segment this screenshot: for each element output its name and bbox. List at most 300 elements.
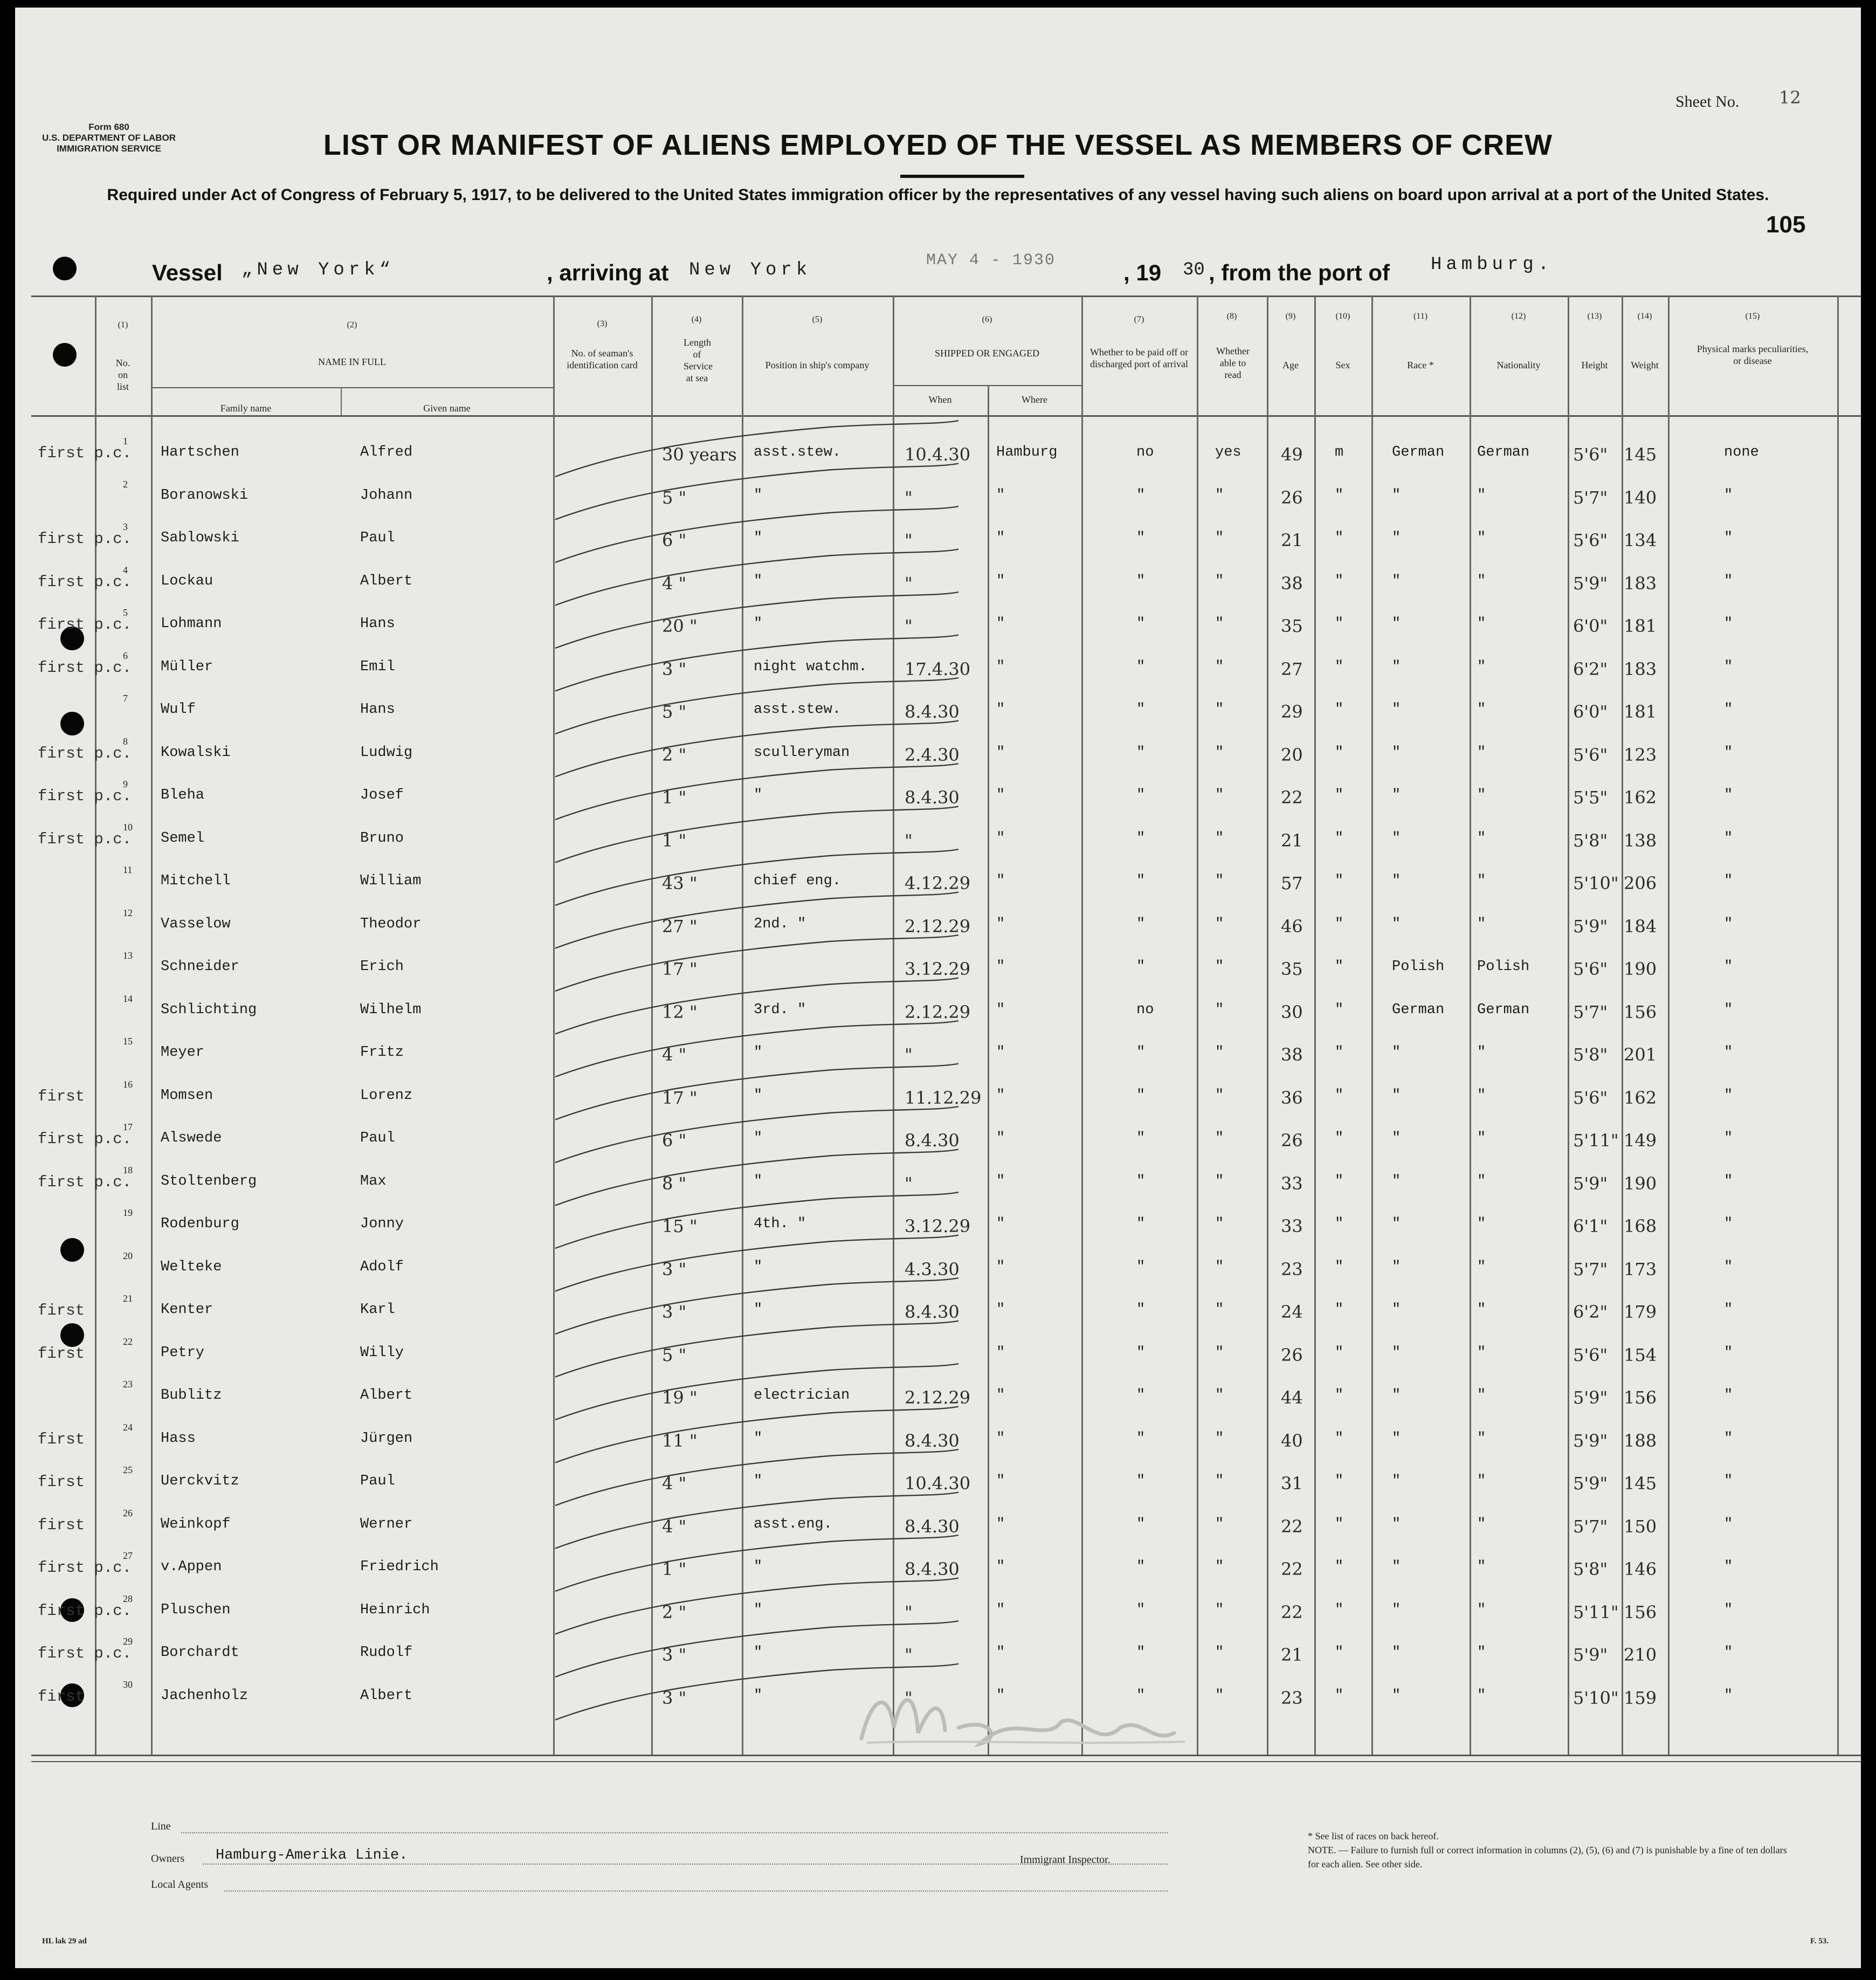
row-physical-marks: " [1724,1687,1733,1704]
row-length-of-service: 2 " [662,744,687,765]
row-sex: " [1335,616,1344,632]
footer-line-label: Line [151,1820,171,1832]
row-family-name: Mitchell [161,873,231,889]
row-physical-marks: " [1724,959,1733,975]
row-note: first p.c. [38,830,132,848]
row-family-name: Wulf [161,702,196,718]
row-race: " [1392,916,1401,932]
row-height: 5'6" [1573,1087,1608,1108]
row-nationality: " [1477,1259,1486,1275]
row-weight: 168 [1624,1216,1657,1236]
pencil-stroke [555,464,958,520]
row-nationality: " [1477,830,1486,847]
row-length-of-service: 11 " [662,1430,698,1451]
row-shipped-where: " [996,616,1005,632]
row-shipped-where: " [996,1601,1005,1618]
row-height: 6'2" [1573,658,1608,679]
row-length-of-service: 3 " [662,1259,687,1280]
row-nationality: " [1477,1130,1486,1146]
row-length-of-service: 43 " [662,873,698,893]
row-length-of-service: 3 " [662,1687,687,1708]
footer-agents-dots [224,1890,1168,1892]
row-paid-off: " [1136,1387,1146,1404]
row-paid-off: " [1136,787,1146,803]
row-family-name: Petry [161,1344,205,1361]
row-sex: " [1335,1216,1344,1232]
row-nationality: " [1477,1044,1486,1061]
row-family-name: Vasselow [161,916,231,932]
row-position: " [754,573,763,589]
row-height: 5'6" [1573,1344,1608,1365]
row-race: " [1392,1645,1401,1661]
row-position: " [754,1044,763,1061]
row-race: Polish [1392,959,1445,975]
row-nationality: German [1477,1001,1530,1018]
row-age: 57 [1281,873,1303,893]
row-paid-off: " [1136,1645,1146,1661]
row-physical-marks: " [1724,873,1733,889]
row-height: 6'0" [1573,616,1608,636]
row-height: 5'6" [1573,744,1608,765]
row-race: " [1392,787,1401,803]
row-weight: 162 [1624,787,1657,808]
row-physical-marks: " [1724,702,1733,718]
col-head-family-name: Family name [220,403,272,414]
row-paid-off: " [1136,1130,1146,1146]
row-position: " [754,1601,763,1618]
row-family-name: Schneider [161,959,239,975]
row-given-name: Rudolf [360,1645,413,1661]
row-race: " [1392,1601,1401,1618]
row-given-name: Erich [360,959,404,975]
row-family-name: Jachenholz [161,1687,249,1704]
row-position: electrician [754,1387,850,1404]
row-age: 23 [1281,1687,1303,1708]
row-able-to-read: " [1215,616,1224,632]
row-age: 33 [1281,1173,1303,1194]
page-title: LIST OR MANIFEST OF ALIENS EMPLOYED OF THE VESSEL AS MEMBERS OF CREW [323,129,1553,161]
sheet-number: 12 [1779,87,1801,108]
row-shipped-when: 8.4.30 [905,787,960,808]
row-paid-off: no [1136,444,1154,460]
title-rule [900,175,1024,178]
pencil-stroke [555,935,958,991]
row-number: 5 [123,607,128,618]
row-family-name: Hass [161,1430,196,1447]
col-head-where: Where [1022,394,1047,405]
row-physical-marks: " [1724,1473,1733,1489]
table-top-rule [31,295,1861,297]
row-number: 18 [123,1164,133,1175]
row-height: 5'10" [1573,873,1619,893]
form-number: Form 680 [88,122,129,132]
pencil-stroke [555,721,958,777]
row-race: " [1392,702,1401,718]
row-note: first [38,1087,85,1105]
row-number: 15 [123,1036,133,1047]
row-paid-off: " [1136,1087,1146,1104]
row-given-name: Willy [360,1344,404,1361]
row-given-name: Heinrich [360,1601,430,1618]
row-length-of-service: 1 " [662,1559,687,1579]
row-length-of-service: 3 " [662,658,687,679]
row-shipped-where: " [996,1559,1005,1575]
row-nationality: " [1477,1087,1486,1104]
row-position: asst.stew. [754,444,842,460]
row-height: 5'8" [1573,830,1608,851]
row-number: 9 [123,779,128,789]
row-position: sculleryman [754,744,850,761]
row-physical-marks: " [1724,1087,1733,1104]
row-number: 11 [123,864,133,875]
row-sex: " [1335,1302,1344,1318]
row-height: 6'2" [1573,1302,1608,1322]
row-position: " [754,1130,763,1146]
row-weight: 138 [1624,830,1657,851]
row-number: 13 [123,950,133,961]
row-paid-off: " [1136,1559,1146,1575]
footer-owners-value: Hamburg-Amerika Linie. [216,1847,408,1864]
row-able-to-read: " [1215,830,1224,847]
row-given-name: Hans [360,616,395,632]
row-position: asst.stew. [754,702,842,718]
row-given-name: Karl [360,1302,395,1318]
row-note: first p.c. [38,1173,132,1191]
row-note: first p.c. [38,787,132,805]
row-nationality: " [1477,616,1486,632]
col-num-3: (3) [597,319,608,328]
stamp-number: 105 [1766,211,1806,238]
row-shipped-when: 2.4.30 [905,744,960,765]
row-family-name: Lohmann [161,616,222,632]
row-position: 4th. " [754,1216,806,1232]
row-shipped-where: " [996,787,1005,803]
row-number: 23 [123,1379,133,1390]
row-age: 36 [1281,1087,1303,1108]
row-physical-marks: " [1724,616,1733,632]
sheet-number-label: Sheet No. [1675,93,1740,111]
row-able-to-read: " [1215,1516,1224,1532]
row-sex: " [1335,1645,1344,1661]
row-number: 2 [123,478,128,490]
row-race: " [1392,1387,1401,1404]
row-shipped-when: 8.4.30 [905,1516,960,1537]
row-able-to-read: " [1215,1473,1224,1489]
row-race: " [1392,1473,1401,1489]
row-race: " [1392,1430,1401,1447]
row-weight: 201 [1624,1044,1657,1065]
row-race: " [1392,1173,1401,1190]
row-weight: 145 [1624,444,1657,465]
row-note: first p.c. [38,444,132,462]
row-weight: 150 [1624,1516,1657,1537]
row-height: 5'5" [1573,787,1608,808]
row-shipped-where: " [996,1044,1005,1061]
row-length-of-service: 5 " [662,1344,687,1365]
row-age: 26 [1281,1344,1303,1365]
row-able-to-read: " [1215,1216,1224,1232]
row-shipped-where: " [996,487,1005,504]
row-weight: 190 [1624,1173,1657,1194]
col-head-age: Age [1282,360,1299,370]
row-weight: 183 [1624,573,1657,594]
row-family-name: Sablowski [161,530,239,546]
col-head-length-of-service: Length of Service at sea [684,337,713,383]
row-position: " [754,1087,763,1104]
row-able-to-read: " [1215,1259,1224,1275]
row-paid-off: " [1136,1044,1146,1061]
row-shipped-where: " [996,1387,1005,1404]
col-num-5: (5) [812,315,823,324]
row-shipped-where: " [996,1216,1005,1232]
pencil-stroke [555,1535,958,1591]
row-sex: " [1335,1473,1344,1489]
row-shipped-when: 8.4.30 [905,1302,960,1322]
row-given-name: Paul [360,530,395,546]
row-family-name: Welteke [161,1259,222,1275]
row-weight: 154 [1624,1344,1657,1365]
row-height: 5'7" [1573,1001,1608,1022]
row-shipped-when: 2.12.29 [905,916,971,937]
row-note: first p.c. [38,616,132,634]
pencil-stroke [555,1364,958,1420]
row-height: 5'6" [1573,959,1608,979]
col-num-13: (13) [1587,312,1602,321]
row-race: " [1392,573,1401,589]
row-length-of-service: 15 " [662,1216,698,1236]
row-shipped-when: 8.4.30 [905,1559,960,1579]
row-able-to-read: " [1215,1173,1224,1190]
row-nationality: " [1477,1387,1486,1404]
row-sex: " [1335,1387,1344,1404]
row-shipped-when: " [905,1687,913,1708]
row-able-to-read: " [1215,702,1224,718]
row-shipped-where: " [996,873,1005,889]
row-given-name: Emil [360,658,395,675]
row-family-name: Meyer [161,1044,205,1061]
col-head-sex: Sex [1335,360,1350,370]
row-nationality: " [1477,573,1486,589]
row-sex: " [1335,1087,1344,1104]
from-label: , from the port of [1209,260,1390,285]
row-weight: 140 [1624,487,1657,508]
row-sex: " [1335,1687,1344,1704]
pencil-stroke [555,1150,958,1206]
pencil-stroke [555,1235,958,1291]
row-shipped-where: " [996,530,1005,546]
row-position: " [754,1430,763,1447]
pencil-stroke [555,1321,958,1377]
row-physical-marks: none [1724,444,1759,460]
name-subheader-rule [151,387,553,388]
row-able-to-read: " [1215,787,1224,803]
row-height: 5'7" [1573,1259,1608,1280]
row-height: 5'9" [1573,1430,1608,1451]
row-shipped-where: " [996,916,1005,932]
row-shipped-where: " [996,744,1005,761]
row-given-name: Adolf [360,1259,404,1275]
col-num-2: (2) [347,320,357,329]
pencil-stroke [555,1278,958,1334]
row-given-name: Ludwig [360,744,413,761]
row-note: first [38,1687,85,1706]
row-paid-off: " [1136,959,1146,975]
pencil-stroke [555,1192,958,1248]
row-able-to-read: " [1215,573,1224,589]
row-sex: " [1335,1516,1344,1532]
row-number: 20 [123,1250,133,1261]
row-physical-marks: " [1724,530,1733,546]
row-paid-off: " [1136,1302,1146,1318]
row-weight: 134 [1624,530,1657,551]
row-physical-marks: " [1724,1302,1733,1318]
row-able-to-read: " [1215,1302,1224,1318]
pencil-stroke [555,1493,958,1549]
row-nationality: " [1477,1173,1486,1190]
row-sex: " [1335,1601,1344,1618]
row-family-name: Bublitz [161,1387,222,1404]
row-length-of-service: 20 " [662,616,698,636]
row-physical-marks: " [1724,1001,1733,1018]
row-physical-marks: " [1724,1044,1733,1061]
row-age: 33 [1281,1216,1303,1236]
row-physical-marks: " [1724,658,1733,675]
col-head-name-in-full: NAME IN FULL [318,356,386,367]
row-note: first [38,1302,85,1319]
row-paid-off: " [1136,1259,1146,1275]
row-age: 21 [1281,1645,1303,1665]
row-paid-off: " [1136,744,1146,761]
row-weight: 173 [1624,1259,1657,1280]
pencil-stroke [555,807,958,863]
row-nationality: " [1477,1302,1486,1318]
row-number: 3 [123,521,128,532]
row-sex: " [1335,530,1344,546]
row-age: 20 [1281,744,1303,765]
row-sex: " [1335,830,1344,847]
row-weight: 123 [1624,744,1657,765]
row-number: 14 [123,993,133,1004]
col-head-able-to-read: Whether able to read [1216,346,1250,380]
col-num-14: (14) [1637,312,1652,321]
row-family-name: Semel [161,830,205,847]
col-head-position: Position in ship's company [765,360,870,370]
row-height: 5'11" [1573,1130,1619,1151]
row-race: " [1392,1687,1401,1704]
row-paid-off: " [1136,530,1146,546]
row-family-name: Weinkopf [161,1516,231,1532]
row-shipped-where: " [996,1173,1005,1190]
row-physical-marks: " [1724,1430,1733,1447]
row-note: first [38,1344,85,1363]
row-family-name: Borchardt [161,1645,239,1661]
row-number: 19 [123,1207,133,1218]
row-nationality: " [1477,658,1486,675]
row-paid-off: " [1136,1344,1146,1361]
row-position: " [754,1473,763,1489]
row-sex: " [1335,1001,1344,1018]
row-shipped-when: 8.4.30 [905,702,960,722]
row-sex: " [1335,959,1344,975]
row-able-to-read: " [1215,1387,1224,1404]
row-age: 49 [1281,444,1303,465]
shipped-subheader-rule [893,385,1081,386]
row-race: " [1392,1044,1401,1061]
row-given-name: Paul [360,1473,395,1489]
row-position: " [754,1302,763,1318]
row-age: 22 [1281,1601,1303,1622]
row-race: " [1392,616,1401,632]
row-paid-off: " [1136,702,1146,718]
row-number: 6 [123,650,128,661]
row-shipped-when: 8.4.30 [905,1430,960,1451]
row-length-of-service: 5 " [662,702,687,722]
footer-agents-label: Local Agents [151,1879,209,1890]
pencil-stroke [555,1106,958,1163]
row-length-of-service: 4 " [662,1473,687,1494]
row-age: 22 [1281,787,1303,808]
row-physical-marks: " [1724,1387,1733,1404]
pencil-stroke [555,635,958,691]
row-given-name: Jonny [360,1216,404,1232]
row-given-name: Albert [360,573,413,589]
row-sex: " [1335,1259,1344,1275]
row-paid-off: " [1136,616,1146,632]
pencil-stroke [555,506,958,562]
row-shipped-where: " [996,1516,1005,1532]
row-weight: 183 [1624,658,1657,679]
row-shipped-where: Hamburg [996,444,1058,460]
row-given-name: Hans [360,702,395,718]
row-length-of-service: 27 " [662,916,698,937]
row-shipped-when: " [905,573,913,594]
footnote-races: * See list of races on back hereof. [1308,1831,1439,1841]
row-nationality: " [1477,1687,1486,1704]
row-length-of-service: 12 " [662,1001,698,1022]
row-able-to-read: " [1215,959,1224,975]
row-shipped-where: " [996,1473,1005,1489]
row-physical-marks: " [1724,1130,1733,1146]
row-position: " [754,530,763,546]
row-age: 24 [1281,1302,1303,1322]
row-length-of-service: 1 " [662,830,687,851]
row-paid-off: " [1136,1473,1146,1489]
row-family-name: Momsen [161,1087,213,1104]
row-length-of-service: 19 " [662,1387,698,1408]
pencil-stroke [555,1449,958,1505]
col-head-weight: Weight [1631,360,1659,370]
arrival-date-stamp: MAY 4 - 1930 [926,251,1056,270]
col-head-no-on-list: No. on list [115,358,130,392]
row-shipped-when: 2.12.29 [905,1001,971,1022]
row-nationality: " [1477,744,1486,761]
row-family-name: Uerckvitz [161,1473,239,1489]
row-nationality: " [1477,1430,1486,1447]
row-family-name: Bleha [161,787,205,803]
col-head-shipped-or-engaged: SHIPPED OR ENGAGED [934,348,1039,359]
header-bottom-rule [31,415,1861,417]
pencil-stroke [555,549,958,606]
row-sex: " [1335,1130,1344,1146]
row-paid-off: " [1136,1687,1146,1704]
col-num-15: (15) [1745,312,1760,321]
row-position: 3rd. " [754,1001,806,1018]
row-shipped-where: " [996,1130,1005,1146]
row-weight: 146 [1624,1559,1657,1579]
row-weight: 181 [1624,702,1657,722]
row-position: asst.eng. [754,1516,832,1532]
row-paid-off: " [1136,1601,1146,1618]
